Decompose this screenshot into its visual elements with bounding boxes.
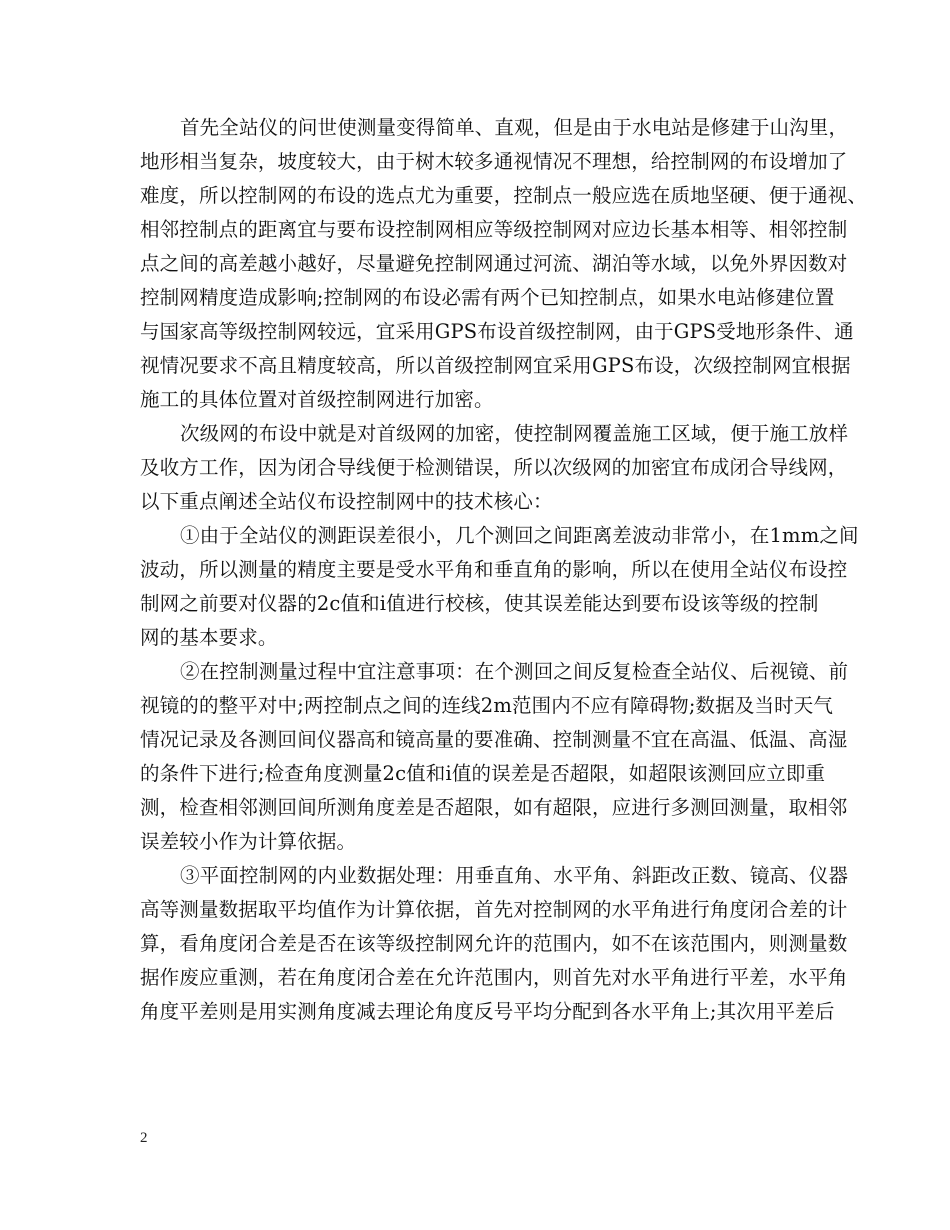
text-line: 控制网精度造成影响;控制网的布设必需有两个已知控制点，如果水电站修建位置 <box>140 286 835 309</box>
text-line: 误差较小作为计算依据。 <box>140 830 357 853</box>
text-line: 地形相当复杂，坡度较大，由于树木较多通视情况不理想，给控制网的布设增加了 <box>140 150 848 173</box>
text-line: 相邻控制点的距离宜与要布设控制网相应等级控制网对应边长基本相等、相邻控制 <box>140 218 848 241</box>
text-line: 制网之前要对仪器的2c值和i值进行校核，使其误差能达到要布设该等级的控制 <box>140 592 819 615</box>
text-line: 视情况要求不高且精度较高，所以首级控制网宜采用GPS布设，次级控制网宜根据 <box>140 354 851 377</box>
text-line: 角度平差则是用实测角度减去理论角度反号平均分配到各水平角上;其次用平差后 <box>140 1000 835 1023</box>
text-line: ①由于全站仪的测距误差很小，几个测回之间距离差波动非常小，在1mm之间 <box>180 524 859 547</box>
text-line: 高等测量数据取平均值作为计算依据，首先对控制网的水平角进行角度闭合差的计 <box>140 898 848 921</box>
paragraph-1 <box>140 111 868 417</box>
text-line: 难度，所以控制网的布设的选点尤为重要，控制点一般应选在质地坚硬、便于通视、 <box>140 184 868 207</box>
text-line: 测，检查相邻测回间所测角度差是否超限，如有超限，应进行多测回测量，取相邻 <box>140 796 848 819</box>
paragraph-2 <box>140 417 849 519</box>
text-line: 以下重点阐述全站仪布设控制网中的技术核心： <box>140 490 553 513</box>
text-line: 波动，所以测量的精度主要是受水平角和垂直角的影响，所以在使用全站仪布设控 <box>140 558 848 581</box>
text-line: ②在控制测量过程中宜注意事项：在个测回之间反复检查全站仪、后视镜、前 <box>180 660 849 683</box>
text-line: 算，看角度闭合差是否在该等级控制网允许的范围内，如不在该范围内，则测量数 <box>140 932 848 955</box>
text-line: 据作废应重测，若在角度闭合差在允许范围内，则首先对水平角进行平差，水平角 <box>140 966 848 989</box>
text-line: 的条件下进行;检查角度测量2c值和i值的误差是否超限，如超限该测回应立即重 <box>140 762 826 785</box>
text-line: 首先全站仪的问世使测量变得简单、直观，但是由于水电站是修建于山沟里， <box>180 116 849 139</box>
text-line: ③平面控制网的内业数据处理：用垂直角、水平角、斜距改正数、镜高、仪器 <box>180 864 849 887</box>
text-line: 与国家高等级控制网较远，宜采用GPS布设首级控制网，由于GPS受地形条件、通 <box>140 320 854 343</box>
text-line: 情况记录及各测回间仪器高和镜高量的要准确、控制测量不宜在高温、低温、高湿 <box>140 728 848 751</box>
page-number: 2 <box>140 1130 148 1146</box>
text-line: 视镜的的整平对中;两控制点之间的连线2m范围内不应有障碍物;数据及当时天气 <box>140 694 834 717</box>
text-line: 及收方工作，因为闭合导线便于检测错误，所以次级网的加密宜布成闭合导线网， <box>140 456 848 479</box>
paragraph-3 <box>140 519 859 655</box>
document-body <box>140 111 868 1029</box>
text-line: 点之间的高差越小越好，尽量避免控制网通过河流、湖泊等水域，以免外界因数对 <box>140 252 848 275</box>
paragraph-4 <box>140 655 849 859</box>
text-line: 网的基本要求。 <box>140 626 278 649</box>
text-line: 施工的具体位置对首级控制网进行加密。 <box>140 388 494 411</box>
paragraph-5 <box>140 859 849 1029</box>
text-line: 次级网的布设中就是对首级网的加密，使控制网覆盖施工区域，便于施工放样 <box>180 422 849 445</box>
